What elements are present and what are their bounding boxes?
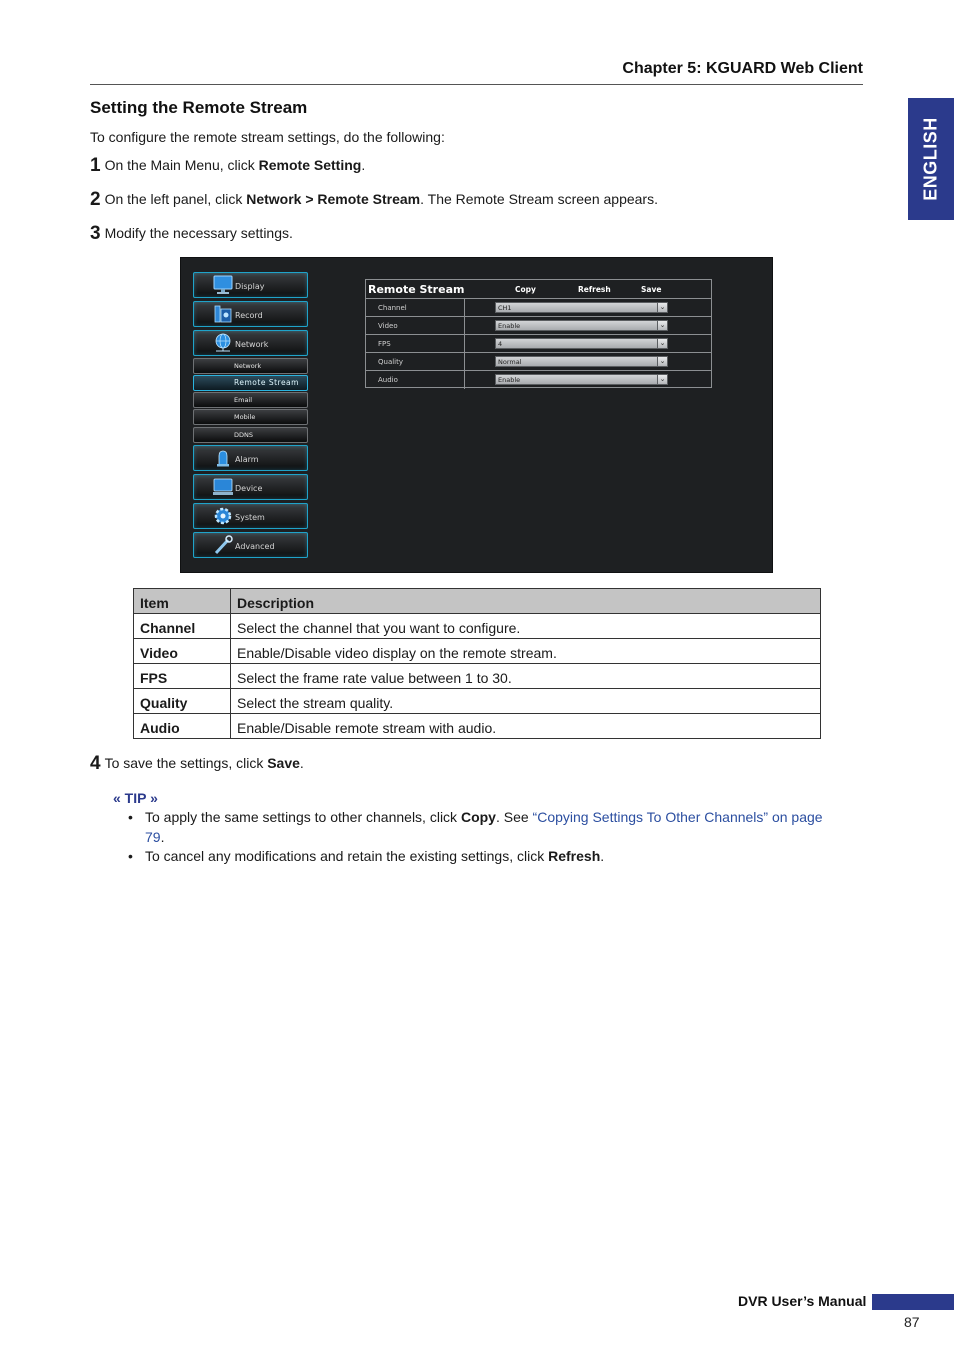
sub-email-button[interactable]: Email [193, 392, 308, 408]
bullet: • [128, 848, 133, 864]
sub-remote-stream-button[interactable]: Remote Stream [193, 375, 308, 391]
device-icon [212, 477, 234, 497]
footer-manual-title: DVR User’s Manual [738, 1293, 867, 1309]
step-number: 1 [90, 155, 101, 176]
remote-stream-panel [365, 279, 712, 388]
sub-mobile-button[interactable]: Mobile [193, 409, 308, 425]
page-number: 87 [904, 1314, 920, 1330]
globe-network-icon [212, 333, 234, 353]
gear-icon [212, 506, 234, 526]
nav-network-button[interactable]: Network [193, 330, 308, 356]
bullet: • [128, 809, 133, 825]
column-header-description: Description [231, 589, 821, 614]
copy-button[interactable]: Copy [515, 285, 536, 294]
table-row [134, 664, 821, 689]
remote-stream-header [366, 280, 711, 299]
table-row [134, 714, 821, 739]
table-header-row [134, 589, 821, 614]
chevron-down-icon: ⌄ [657, 357, 667, 366]
table-cell-description: Enable/Disable remote stream with audio. [231, 714, 821, 739]
nav-device-button[interactable]: Device [193, 474, 308, 500]
nav-advanced-button[interactable]: Advanced [193, 532, 308, 558]
column-header-item: Item [134, 589, 231, 614]
step-3: 3 Modify the necessary settings. [90, 223, 293, 244]
footer-bar [872, 1294, 954, 1310]
table-row [134, 689, 821, 714]
table-cell-description: Select the channel that you want to configure. [231, 614, 821, 639]
language-tab-label: ENGLISH [920, 117, 941, 201]
copying-settings-link[interactable]: “Copying Settings To Other Channels” on page 79 [145, 809, 823, 845]
step-1: 1 On the Main Menu, click Remote Setting. [90, 155, 366, 176]
chapter-title: Chapter 5: KGUARD Web Client [622, 60, 863, 77]
step-number: 2 [90, 189, 101, 210]
language-tab [908, 98, 954, 220]
audio-row: Audio Enable ⌄ [366, 371, 711, 389]
quality-row: Quality Normal ⌄ [366, 353, 711, 371]
fps-row: FPS 4 ⌄ [366, 335, 711, 353]
chevron-down-icon: ⌄ [657, 375, 667, 384]
chevron-down-icon: ⌄ [657, 303, 667, 312]
table-cell-item: Video [134, 639, 231, 664]
table-cell-item: Channel [134, 614, 231, 639]
sub-network-button[interactable]: Network [193, 358, 308, 374]
sub-ddns-button[interactable]: DDNS [193, 427, 308, 443]
alarm-icon [212, 448, 234, 468]
step-bold: Save [267, 755, 300, 771]
chevron-down-icon: ⌄ [657, 321, 667, 330]
video-row: Video Enable ⌄ [366, 317, 711, 335]
table-row [134, 614, 821, 639]
table-row [134, 639, 821, 664]
nav-system-button[interactable]: System [193, 503, 308, 529]
chevron-down-icon: ⌄ [657, 339, 667, 348]
nav-alarm-button[interactable]: Alarm [193, 445, 308, 471]
audio-select[interactable]: Enable ⌄ [495, 374, 668, 385]
table-cell-item: FPS [134, 664, 231, 689]
settings-description-table [133, 588, 821, 739]
step-number: 3 [90, 223, 101, 244]
nav-record-button[interactable]: Record [193, 301, 308, 327]
save-button[interactable]: Save [641, 285, 662, 294]
table-cell-description: Enable/Disable video display on the remote stream. [231, 639, 821, 664]
intro-text: To configure the remote stream settings, do the following: [90, 129, 445, 145]
section-title: Setting the Remote Stream [90, 98, 308, 117]
monitor-icon [212, 275, 234, 295]
record-icon [212, 304, 234, 324]
table-cell-description: Select the stream quality. [231, 689, 821, 714]
fps-select[interactable]: 4 ⌄ [495, 338, 668, 349]
remote-stream-screenshot [180, 257, 773, 573]
channel-row: Channel CH1 ⌄ [366, 299, 711, 317]
step-2: 2 On the left panel, click Network > Remote Stream. The Remote Stream screen appears. [90, 189, 658, 210]
step-bold: Remote Setting [258, 157, 362, 173]
video-select[interactable]: Enable ⌄ [495, 320, 668, 331]
nav-display-button[interactable]: Display [193, 272, 308, 298]
table-cell-item: Quality [134, 689, 231, 714]
table-cell-description: Select the frame rate value between 1 to 30. [231, 664, 821, 689]
chapter-header [90, 60, 863, 85]
step-bold: Network > Remote Stream [246, 191, 421, 207]
channel-select[interactable]: CH1 ⌄ [495, 302, 668, 313]
remote-stream-title: Remote Stream [368, 283, 465, 296]
step-4: 4 To save the settings, click Save. [90, 753, 304, 774]
wrench-icon [212, 535, 234, 555]
tip-title: « TIP » [113, 790, 158, 806]
step-number: 4 [90, 753, 101, 774]
refresh-button[interactable]: Refresh [578, 285, 611, 294]
quality-select[interactable]: Normal ⌄ [495, 356, 668, 367]
table-cell-item: Audio [134, 714, 231, 739]
